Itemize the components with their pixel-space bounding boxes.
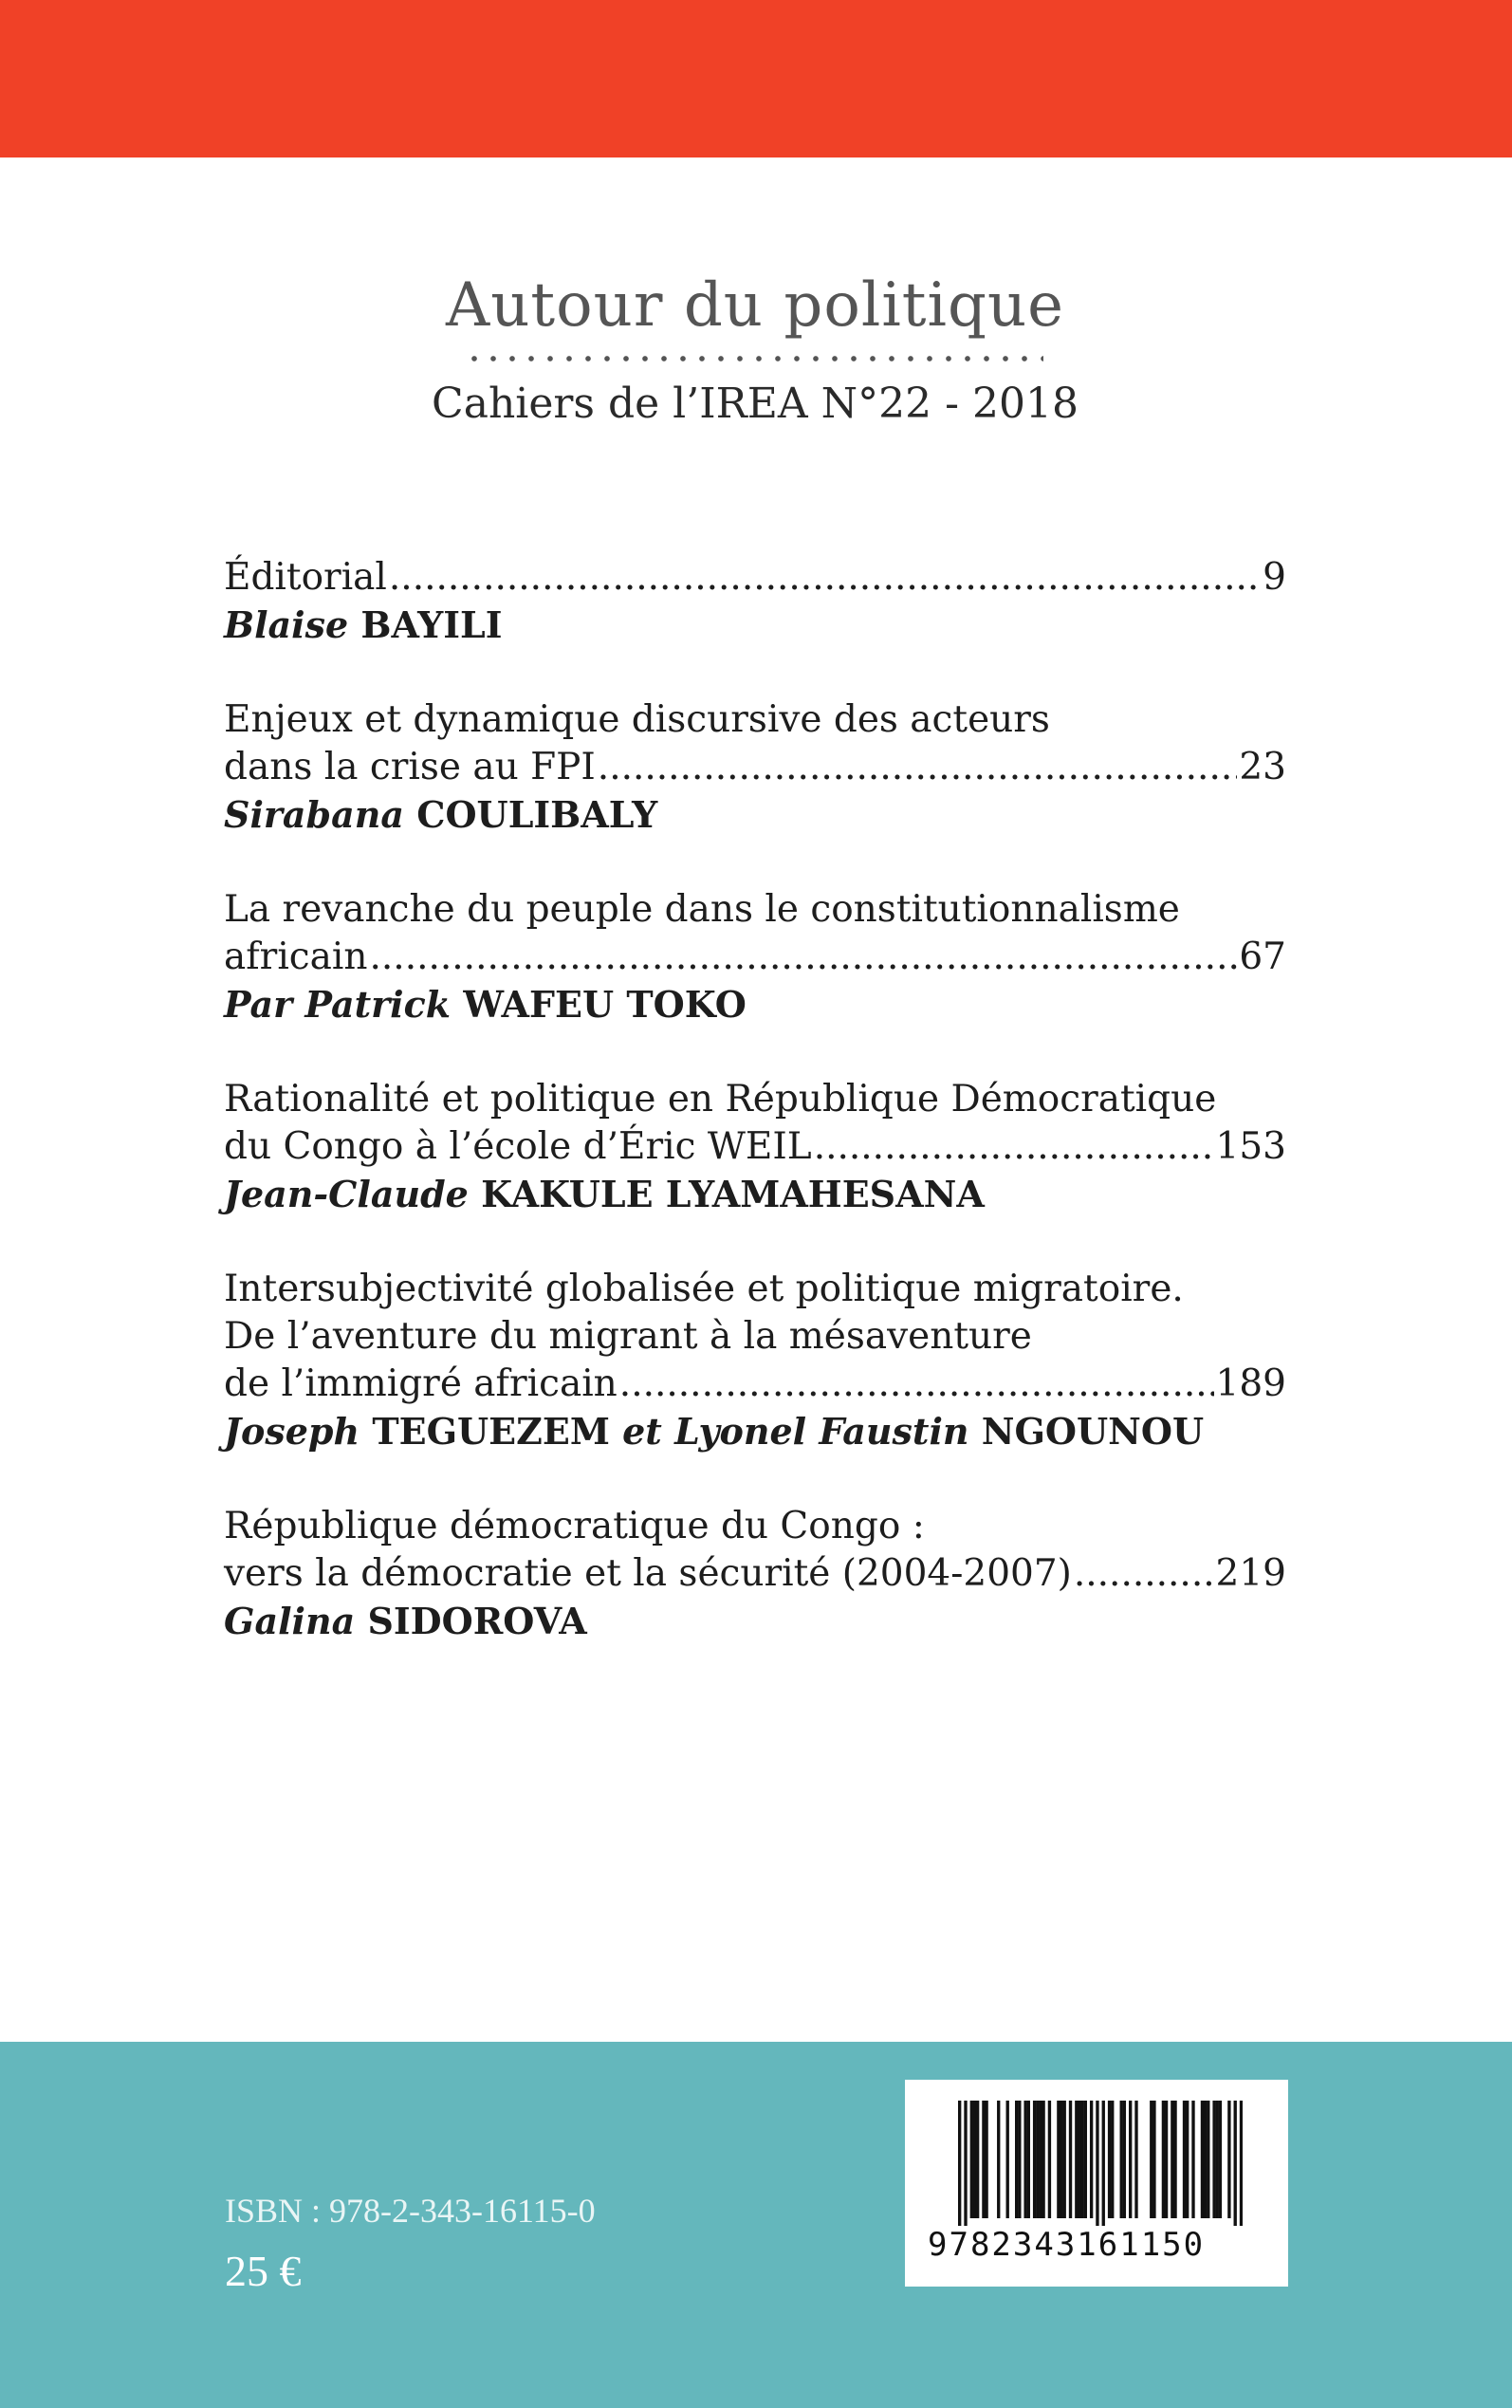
barcode-bar	[1120, 2101, 1123, 2218]
toc-page-number: 189	[1215, 1362, 1286, 1405]
barcode-bar	[1227, 2101, 1230, 2218]
author-given-name: Joseph	[224, 1410, 360, 1453]
barcode-bar	[1134, 2101, 1137, 2218]
barcode-bar	[1075, 2101, 1078, 2218]
toc-title-line	[224, 1123, 1286, 1171]
toc-page-number: 153	[1215, 1125, 1286, 1168]
barcode-bar	[1018, 2101, 1021, 2218]
barcode-bar	[1204, 2101, 1207, 2218]
book-subtitle: Cahiers de l’IREA N°22 - 2018	[432, 380, 1079, 428]
toc-title: La revanche du peuple dans le constitutionnalisme	[224, 888, 1180, 931]
author-surname: WAFEU TOKO	[463, 983, 747, 1026]
author-surname: KAKULE LYAMAHESANA	[481, 1173, 985, 1215]
toc-page-number: 23	[1239, 746, 1286, 788]
author-surname: NGOUNOU	[981, 1410, 1205, 1453]
toc-entry	[224, 886, 1286, 1028]
author-surname: SIDOROVA	[367, 1600, 587, 1642]
barcode-bar	[1201, 2101, 1204, 2218]
toc-title: Éditorial	[224, 556, 387, 599]
barcode-bar	[1165, 2101, 1168, 2218]
author-given-name: Jean-Claude	[224, 1173, 469, 1215]
toc-title-line	[224, 1361, 1286, 1408]
isbn-text: ISBN : 978-2-343-16115-0	[225, 2192, 596, 2230]
barcode-bar	[1042, 2101, 1044, 2218]
barcode-bar	[1129, 2101, 1132, 2218]
barcode-bar	[1240, 2101, 1243, 2226]
dot-leader	[619, 1361, 1214, 1408]
barcode-bar	[1039, 2101, 1042, 2218]
toc-entry	[224, 1266, 1286, 1455]
dot-leader	[814, 1123, 1214, 1171]
barcode-bar	[973, 2101, 976, 2218]
barcode-bar	[1150, 2101, 1152, 2218]
barcode-bar	[1212, 2101, 1215, 2218]
book-title: Autour du politique	[445, 270, 1065, 341]
toc-title: africain	[224, 935, 368, 978]
toc-page-number: 219	[1215, 1552, 1286, 1595]
barcode-bar	[1162, 2101, 1165, 2218]
barcode-bar	[1063, 2101, 1066, 2218]
barcode-bar	[1111, 2101, 1114, 2218]
barcode-bar	[1048, 2101, 1051, 2218]
barcode-bar	[1023, 2101, 1026, 2218]
barcode	[905, 2080, 1288, 2287]
dot-leader	[370, 934, 1238, 981]
toc-title-line	[224, 744, 1286, 791]
top-color-band	[0, 0, 1512, 157]
barcode-bar	[1080, 2101, 1083, 2218]
toc-entry	[224, 1076, 1286, 1218]
barcode-bar	[1234, 2101, 1237, 2226]
dot-leader	[389, 554, 1261, 602]
barcode-bar	[964, 2101, 967, 2226]
toc-author	[224, 981, 1286, 1028]
barcode-bar	[1036, 2101, 1039, 2218]
toc-author	[224, 602, 1286, 649]
barcode-bar	[1171, 2101, 1173, 2218]
barcode-bar	[1173, 2101, 1176, 2218]
barcode-bar	[1078, 2101, 1080, 2218]
barcode-bar	[1216, 2101, 1219, 2218]
barcode-bar	[997, 2101, 1000, 2218]
toc-title: du Congo à l’école d’Éric WEIL	[224, 1125, 812, 1168]
barcode-bar	[1123, 2101, 1126, 2218]
table-of-contents	[224, 554, 1286, 1693]
toc-page-number: 9	[1263, 556, 1286, 599]
barcode-bar	[1207, 2101, 1209, 2218]
author-joiner: et Lyonel Faustin	[622, 1410, 969, 1453]
barcode-bar	[1069, 2101, 1072, 2218]
toc-title: Rationalité et politique en République Démocratique	[224, 1078, 1217, 1121]
barcode-bars-icon	[958, 2101, 1243, 2226]
barcode-digits: 9782343161150	[928, 2226, 1206, 2264]
barcode-bar	[1027, 2101, 1030, 2218]
author-surname: TEGUEZEM	[372, 1410, 610, 1453]
toc-title: De l’aventure du migrant à la mésaventure	[224, 1315, 1032, 1358]
barcode-bar	[985, 2101, 987, 2218]
barcode-bar	[1033, 2101, 1036, 2218]
barcode-bar	[1186, 2101, 1189, 2218]
toc-page-number: 67	[1239, 935, 1286, 978]
toc-title-line	[224, 934, 1286, 981]
dot-leader	[1074, 1550, 1214, 1598]
toc-author	[224, 1171, 1286, 1218]
barcode-bar	[1108, 2101, 1111, 2218]
barcode-bar	[1006, 2101, 1009, 2218]
barcode-bar	[1191, 2101, 1194, 2218]
toc-title-line	[224, 554, 1286, 602]
author-given-name: Blaise	[224, 603, 349, 646]
author-given-name: Sirabana	[224, 793, 404, 836]
price-text: 25 €	[225, 2247, 302, 2295]
author-surname: COULIBALY	[416, 793, 658, 836]
toc-title: vers la démocratie et la sécurité (2004-2007)	[224, 1552, 1072, 1595]
barcode-bar	[958, 2101, 961, 2226]
author-given-name: Galina	[224, 1600, 356, 1642]
author-surname: BAYILI	[360, 603, 503, 646]
barcode-bar	[1096, 2101, 1098, 2226]
toc-author	[224, 1598, 1286, 1645]
author-given-name: Par Patrick	[224, 983, 452, 1026]
toc-title: Intersubjectivité globalisée et politique migratoire.	[224, 1268, 1184, 1310]
barcode-bar	[1057, 2101, 1060, 2218]
barcode-bar	[1102, 2101, 1105, 2226]
barcode-bar	[1084, 2101, 1087, 2218]
dot-leader	[598, 744, 1238, 791]
barcode-bar	[976, 2101, 979, 2218]
barcode-bar	[1060, 2101, 1062, 2218]
dotted-divider	[465, 355, 1043, 362]
barcode-bar	[1219, 2101, 1222, 2218]
toc-entry	[224, 554, 1286, 649]
barcode-bar	[982, 2101, 985, 2218]
toc-title-line	[224, 1550, 1286, 1598]
toc-entry	[224, 696, 1286, 839]
barcode-bar	[1152, 2101, 1155, 2218]
barcode-bar	[970, 2101, 973, 2218]
barcode-bar	[1090, 2101, 1093, 2218]
toc-title: de l’immigré africain	[224, 1362, 618, 1405]
toc-title: dans la crise au FPI	[224, 746, 596, 788]
toc-author	[224, 791, 1286, 839]
barcode-bar	[1183, 2101, 1186, 2218]
toc-title: Enjeux et dynamique discursive des acteurs	[224, 698, 1050, 741]
toc-entry	[224, 1503, 1286, 1645]
cover-header	[0, 266, 1512, 433]
barcode-bar	[1015, 2101, 1018, 2218]
toc-title: République démocratique du Congo :	[224, 1505, 925, 1547]
toc-author	[224, 1408, 1286, 1455]
